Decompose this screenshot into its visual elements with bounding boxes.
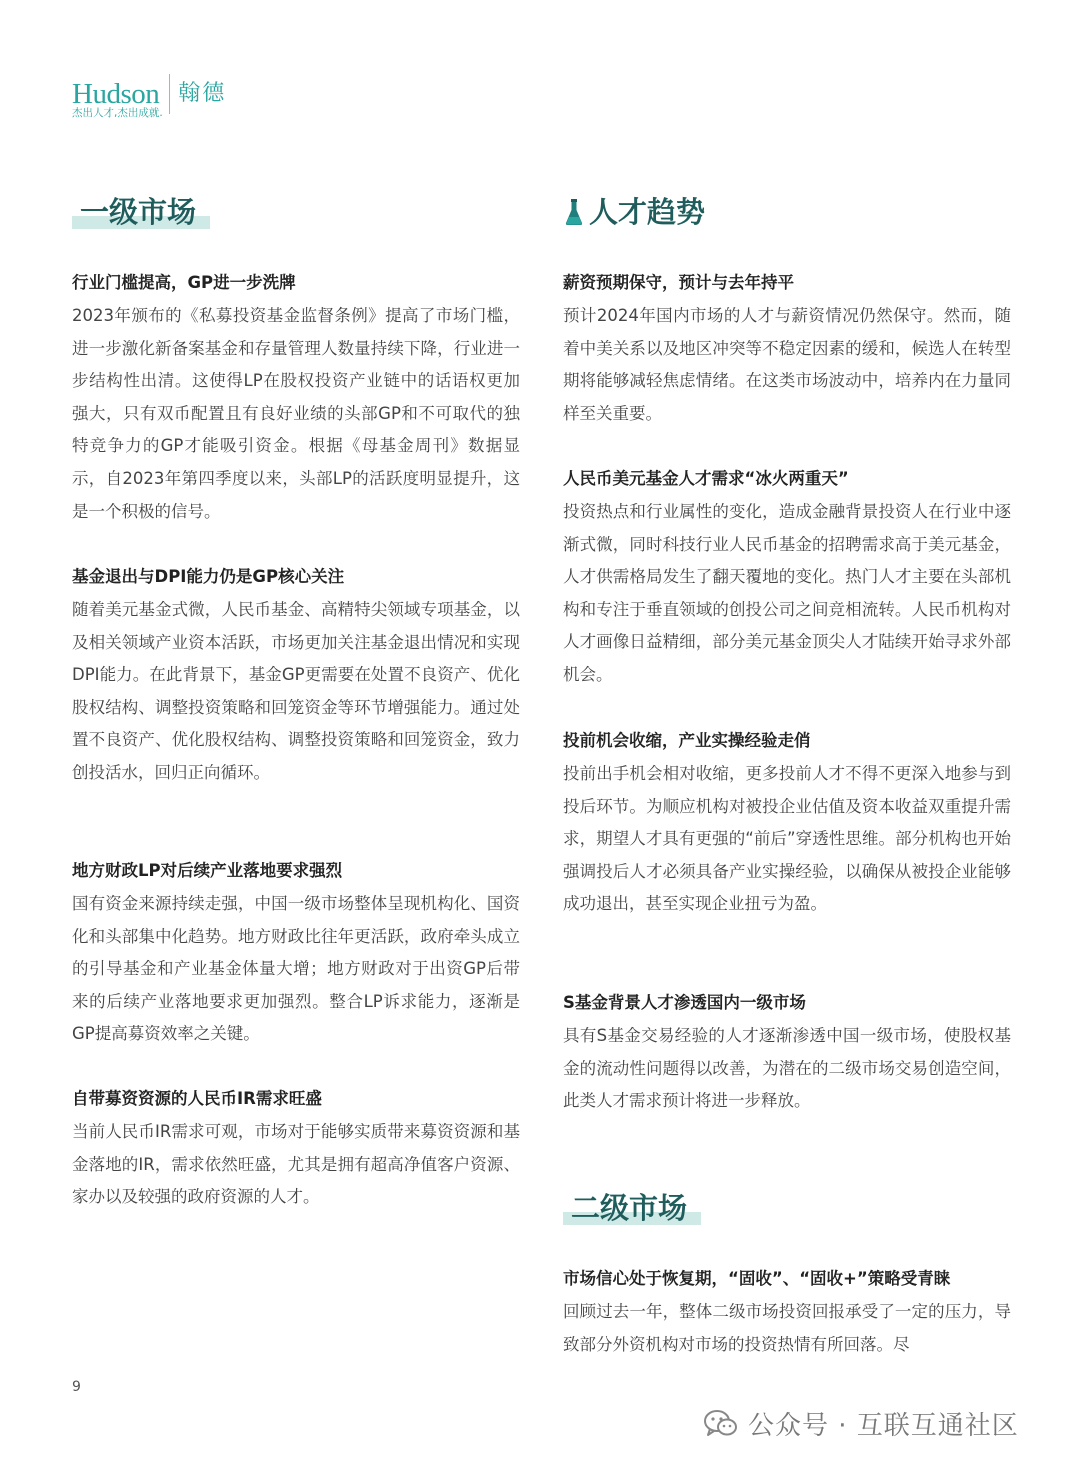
logo-chinese: 翰德 xyxy=(178,81,227,106)
logo-english: Hudson xyxy=(72,78,160,110)
article-body: 预计2024年国内市场的人才与薪资情况仍然保守。然而，随着中美关系以及地区冲突等不稳定因素的缓和，候选人在转型期将能够减轻焦虑情绪。在这类市场波动中，培养内在力量同样至关重要。 xyxy=(563,306,1011,423)
footer-watermark xyxy=(704,1405,1019,1442)
article-heading: 薪资预期保守，预计与去年持平 xyxy=(563,273,794,292)
page-number: 9 xyxy=(72,1379,81,1395)
article-body: 随着美元基金式微，人民币基金、高精特尖领域专项基金，以及相关领域产业资本活跃，市场更加关注基金退出情况和实现DPI能力。在此背景下，基金GP更需要在处置不良资产、优化股权结构、调整投资策略和回笼资金等环节增强能力。通过处置不良资产、优化股权结构、调整投资策略和回笼资金，致力创投活水，回归正向循环。 xyxy=(72,600,520,782)
article-heading: S基金背景人才渗透国内一级市场 xyxy=(563,993,806,1012)
article-block xyxy=(563,464,1011,692)
article-body: 投前出手机会相对收缩，更多投前人才不得不更深入地参与到投后环节。为顺应机构对被投企业估值及资本收益双重提升需求，期望人才具有更强的“前后”穿透性思维。部分机构也开始强调投后人才必须具备产业实操经验，以确保从被投企业能够成功退出，甚至实现企业扭亏为盈。 xyxy=(563,764,1011,914)
article-heading: 行业门槛提高，GP进一步洗牌 xyxy=(72,273,296,292)
article-block xyxy=(563,726,1011,921)
article-heading: 人民币美元基金人才需求“冰火两重天” xyxy=(563,469,849,488)
article-block xyxy=(72,1084,520,1214)
section-title-text: 二级市场 xyxy=(571,1191,688,1225)
section-title xyxy=(72,192,204,232)
article-heading: 基金退出与DPI能力仍是GP核心关注 xyxy=(72,567,345,586)
section-title xyxy=(563,1188,695,1228)
article-block xyxy=(563,988,1011,1118)
article-heading: 地方财政LP对后续产业落地要求强烈 xyxy=(72,861,343,880)
article-body: 2023年颁布的《私募投资基金监督条例》提高了市场门槛，进一步激化新备案基金和存量管理人数量持续下降，行业进一步结构性出清。这使得LP在股权投资产业链中的话语权更加强大，只有双币配置且有良好业绩的头部GP和不可取代的独特竞争力的GP才能吸引资金。根据《母基金周刊》数据显示，自2023年第四季度以来，头部LP的活跃度明显提升，这是一个积极的信号。 xyxy=(72,306,520,521)
wechat-icon xyxy=(704,1410,738,1438)
hudson-logo xyxy=(72,74,227,119)
article-body: 当前人民币IR需求可观，市场对于能够实质带来募资资源和基金落地的IR，需求依然旺盛，尤其是拥有超高净值客户资源、家办以及较强的政府资源的人才。 xyxy=(72,1122,520,1207)
article-heading: 市场信心处于恢复期，“固收”、“固收+”策略受青睐 xyxy=(563,1269,951,1288)
section-title xyxy=(587,192,713,232)
article-body: 投资热点和行业属性的变化，造成金融背景投资人在行业中逐渐式微，同时科技行业人民币基金的招聘需求高于美元基金，人才供需格局发生了翻天覆地的变化。热门人才主要在头部机构和专注于垂直领域的创投公司之间竞相流转。人民币机构对人才画像日益精细，部分美元基金顶尖人才陆续开始寻求外部机会。 xyxy=(563,502,1011,684)
article-body: 回顾过去一年，整体二级市场投资回报承受了一定的压力，导致部分外资机构对市场的投资热情有所回落。尽 xyxy=(563,1302,1011,1354)
footer-text: 公众号 · 互联互通社区 xyxy=(748,1411,1019,1441)
article-block xyxy=(72,268,520,528)
article-block xyxy=(72,856,520,1051)
article-heading: 自带募资资源的人民币IR需求旺盛 xyxy=(72,1089,322,1108)
section-primary-market xyxy=(72,192,204,232)
article-block xyxy=(563,268,1011,430)
section-title-text: 人才趋势 xyxy=(589,195,706,229)
article-body: 具有S基金交易经验的人才逐渐渗透中国一级市场，使股权基金的流动性问题得以改善，为潜在的二级市场交易创造空间，此类人才需求预计将进一步释放。 xyxy=(563,1026,1011,1111)
article-body: 国有资金来源持续走强，中国一级市场整体呈现机构化、国资化和头部集中化趋势。地方财政比往年更活跃，政府牵头成立的引导基金和产业基金体量大增；地方财政对于出资GP后带来的后续产业落地要求更加强烈。整合LP诉求能力，逐渐是GP提高募资效率之关键。 xyxy=(72,894,520,1044)
section-talent-trends xyxy=(563,192,713,232)
logo-divider xyxy=(169,74,170,114)
section-secondary-market xyxy=(563,1188,695,1228)
flask-icon xyxy=(563,197,585,227)
article-block xyxy=(72,562,520,790)
section-title-text: 一级市场 xyxy=(80,195,197,229)
logo-tagline: 杰出人才,杰出成就. xyxy=(72,107,163,119)
article-block xyxy=(563,1264,1011,1361)
article-heading: 投前机会收缩，产业实操经验走俏 xyxy=(563,731,811,750)
